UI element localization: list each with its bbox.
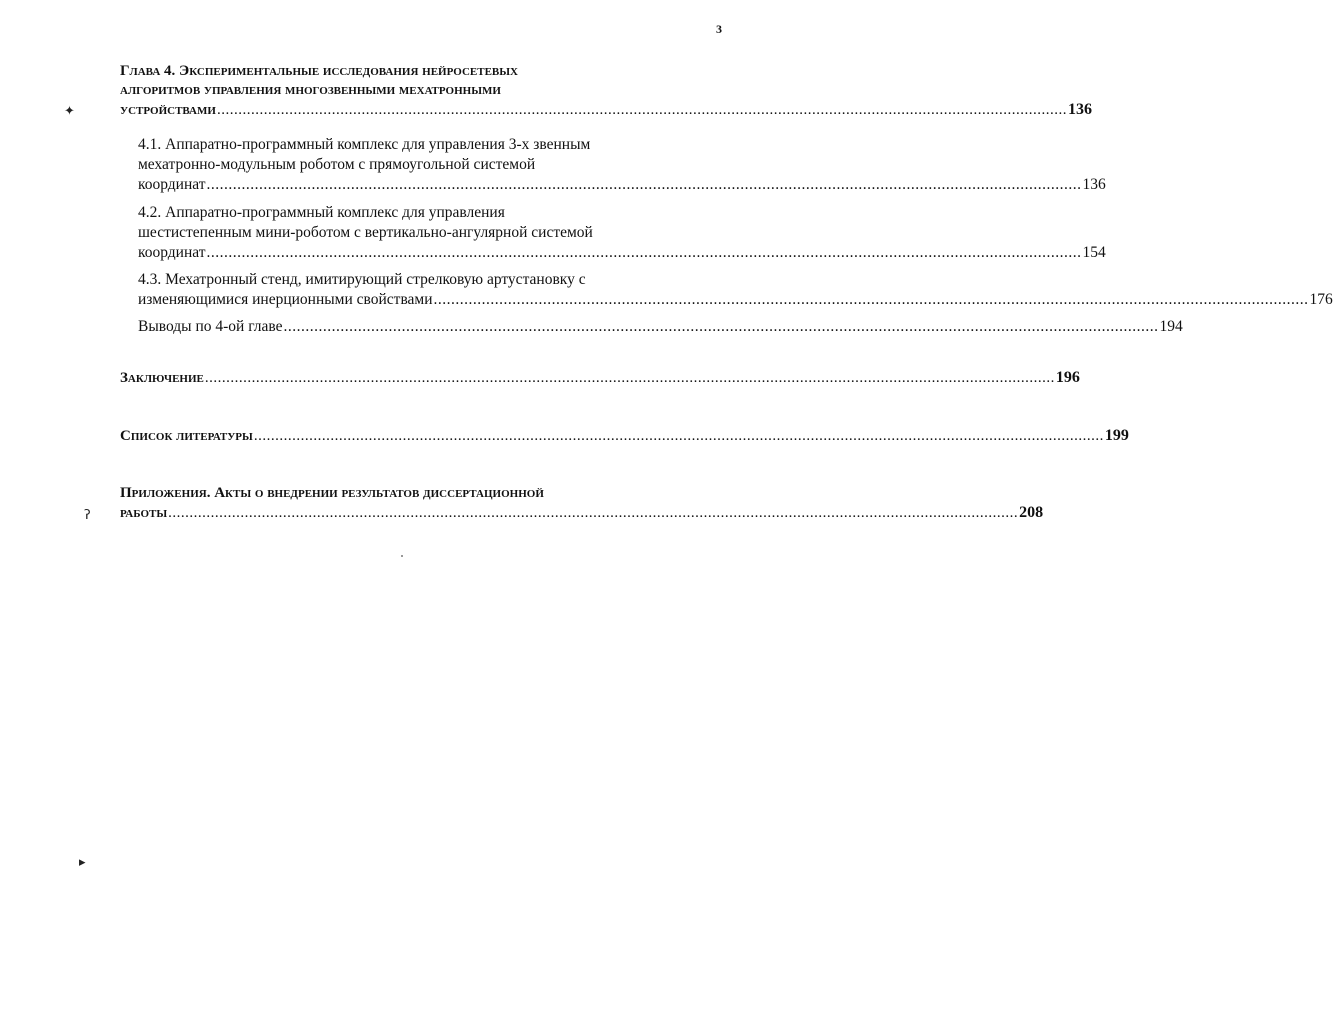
toc-section-conclusions-4[interactable] (138, 317, 1183, 337)
toc-last-line (120, 426, 1129, 446)
toc-title-end: работы (120, 505, 168, 521)
scan-speck (401, 555, 403, 557)
toc-conclusion[interactable] (120, 368, 1080, 388)
toc-page-number: 208 (1019, 504, 1044, 521)
toc-last-line (120, 368, 1080, 388)
toc-chapter-4[interactable] (120, 62, 1092, 120)
dot-leader: ........................................................................................................................................................................................................ (216, 102, 1067, 118)
toc-section-4-2[interactable] (138, 203, 1106, 263)
toc-page-number: 136 (1067, 101, 1092, 118)
toc-line: 4.2. Аппаратно-программный комплекс для управления (138, 204, 505, 221)
toc-title-end: координат (138, 176, 206, 193)
dot-leader: ........................................................................................................................................................................................................ (168, 505, 1019, 521)
page-number: 3 (716, 22, 722, 36)
toc-line: шестистепенным мини-роботом с вертикально-ангулярной системой (138, 224, 593, 241)
dot-leader: ........................................................................................................................................................................................................ (283, 318, 1159, 335)
dot-leader: ........................................................................................................................................................................................................ (433, 291, 1309, 308)
toc-line: Приложения. Акты о внедрении результатов диссертационной (120, 485, 544, 501)
toc-title-end: изменяющимися инерционными свойствами (138, 291, 433, 308)
toc-section-4-3[interactable] (138, 270, 1333, 310)
toc-last-line (138, 290, 1333, 310)
toc-last-line (120, 503, 1044, 523)
toc-page-number: 136 (1082, 176, 1106, 193)
toc-line: 4.3. Мехатронный стенд, имитирующий стрелковую артустановку с (138, 271, 586, 288)
scan-arrow-icon: ▸ (79, 855, 86, 870)
toc-page-number: 154 (1082, 244, 1106, 261)
toc-last-line (138, 243, 1106, 263)
dot-leader: ........................................................................................................................................................................................................ (204, 370, 1055, 386)
scan-mark-icon: ✦ (64, 104, 75, 119)
toc-section-4-1[interactable] (138, 135, 1106, 195)
toc-last-line (138, 317, 1183, 337)
toc-line: алгоритмов управления многозвенными мехатронными (120, 82, 501, 98)
toc-title-end: Список литературы (120, 428, 253, 444)
toc-page-number: 194 (1159, 318, 1183, 335)
toc-last-line (138, 175, 1106, 195)
toc-line: 4.1. Аппаратно-программный комплекс для управления 3-х звенным (138, 136, 591, 153)
toc-page-number: 196 (1055, 369, 1080, 386)
scan-mark-icon: ʔ (84, 508, 91, 523)
toc-appendix[interactable] (120, 484, 1044, 523)
toc-line: Глава 4. Экспериментальные исследования нейросетевых (120, 63, 518, 79)
toc-last-line (120, 100, 1092, 120)
toc-title-end: координат (138, 244, 206, 261)
toc-title-end: устройствами (120, 102, 216, 118)
toc-title-end: Заключение (120, 370, 204, 386)
toc-page-number: 176 (1309, 291, 1333, 308)
dot-leader: ........................................................................................................................................................................................................ (206, 176, 1082, 193)
toc-page-number: 199 (1104, 427, 1129, 444)
toc-references[interactable] (120, 426, 1129, 446)
dot-leader: ........................................................................................................................................................................................................ (253, 428, 1104, 444)
toc-title-end: Выводы по 4-ой главе (138, 318, 283, 335)
toc-line: мехатронно-модульным роботом с прямоугольной системой (138, 156, 536, 173)
dot-leader: ........................................................................................................................................................................................................ (206, 244, 1082, 261)
